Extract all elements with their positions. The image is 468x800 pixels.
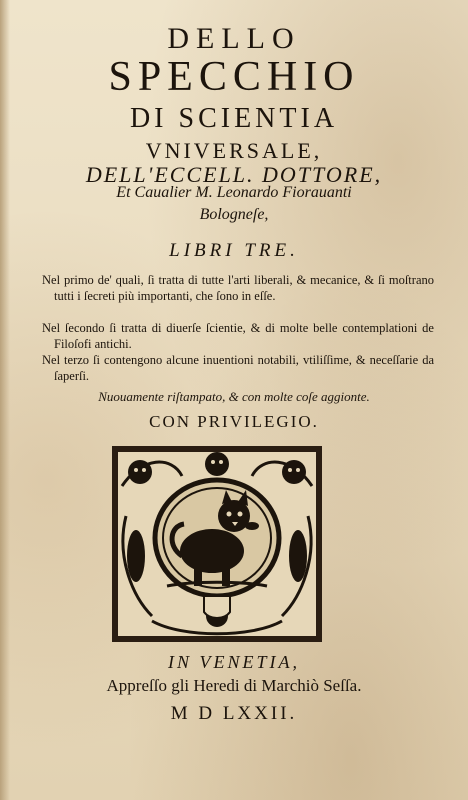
libri-tre-line: LIBRI TRE. xyxy=(169,240,299,261)
book-two-description: Nel ſecondo ſi tratta di diuerſe ſcientie, & di molte belle contemplationi de Filoſofi antichi. xyxy=(42,321,434,351)
title-line-vniversale: VNIVERSALE, xyxy=(145,138,323,163)
author-title-line: DELL'ECCELL. DOTTORE, xyxy=(85,162,383,187)
privilege-line: CON PRIVILEGIO. xyxy=(149,412,319,431)
title-line-dello: DELLO xyxy=(167,22,301,55)
imprint-printer: Appreſſo gli Heredi di Marchiò Seſſa. xyxy=(106,676,362,695)
book-three-description: Nel terzo ſi contengono alcune inuentioni notabili, vtiliſſime, & neceſſarie da ſaperſi. xyxy=(42,353,434,383)
title-line-di-scientia: DI SCIENTIA xyxy=(129,103,339,134)
imprint-place: IN VENETIA, xyxy=(168,652,300,672)
imprint-date: M D LXXII. xyxy=(170,703,298,724)
printer-device-cat-woodcut-icon xyxy=(112,446,322,642)
title-line-specchio: SPECCHIO xyxy=(108,54,360,100)
book-one-description: Nel primo de' quali, ſi tratta di tutte l'arti liberali, & mecanice, & ſi moſtrano tutti i ſecreti più importanti, che ſono in eſſe. xyxy=(42,273,434,303)
author-name-line: Et Caualier M. Leonardo Fiorauanti xyxy=(116,184,352,201)
author-city-line: Bologneſe, xyxy=(199,206,269,223)
reprint-note: Nuouamente riſtampato, & con molte coſe aggionte. xyxy=(98,389,370,404)
